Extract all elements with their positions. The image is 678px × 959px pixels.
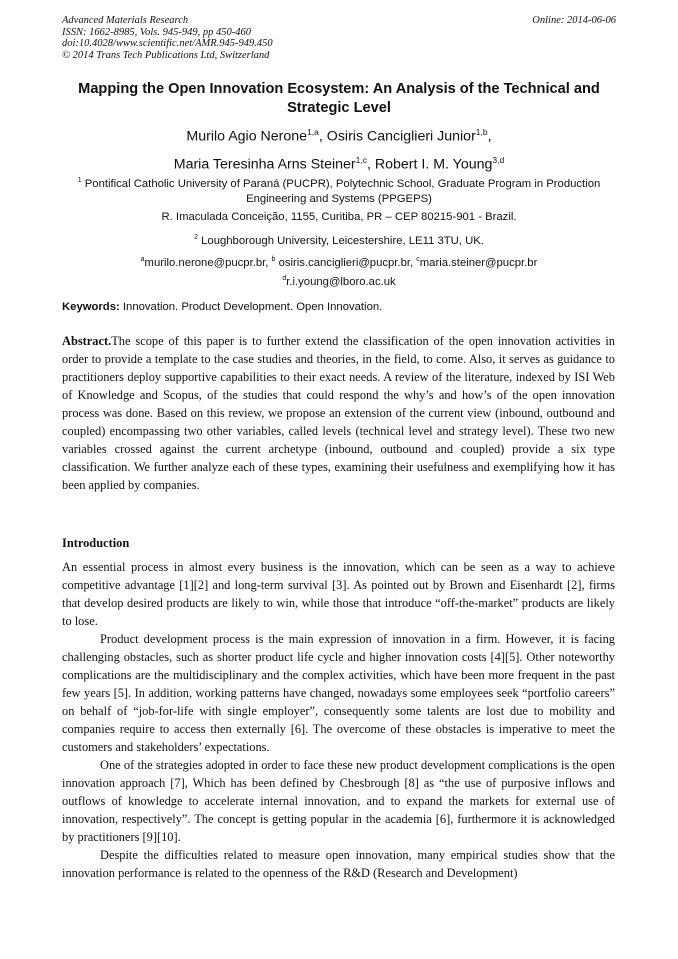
- affiliation-2: [62, 230, 616, 249]
- paragraph: Product development process is the main expression of innovation in a firm. However, it is facing challenging obstacles, such as shorter product life cycle and higher innovation costs [4][5]. Other noteworthy complications are the multidisciplinary and the complex activities, which have been more frequent in the past few years [5]. In addition, working patterns have changed, nowadays some employees seek “portfolio careers” on behalf of “job-for-life with single employer”, consequently some talents are lost due to mobility and companies require to access then externally [6]. The overcome of these obstacles is imperative to meet the customers and stakeholders’ expectations.: [62, 632, 615, 754]
- author-sup: 1,a: [307, 127, 319, 137]
- paragraph: An essential process in almost every business is the innovation, which can be seen as a way to achieve competitive advantage [1][2] and long-term survival [3]. As pointed out by Brown and Eisenhardt [2], firms that develop desired products are likely to win, while those that introduce “off-the-market” products are likely to lose.: [62, 560, 615, 628]
- email-line-1: $^a$murilo.nerone@pucpr.br, $^b$ osiris.canciglieri@pucpr.br, $^c$maria.steiner@pucpr.br: [140, 256, 538, 269]
- issn-line: ISSN: 1662-8985, Vols. 945-949, pp 450-460: [62, 26, 251, 38]
- email-address: osiris.canciglieri@pucpr.br,: [278, 256, 417, 269]
- keywords: [62, 301, 616, 313]
- journal-name: Advanced Materials Research: [62, 15, 189, 26]
- affiliation-text: Loughborough University, Leicestershire, LE11 3TU, UK.: [201, 234, 484, 247]
- abstract-text: The scope of this paper is to further extend the classification of the open innovation activities in order to provide a template to the case studies and theories, in the field, to come. Also, it serves as guidance to practitioners deploy supportive capabilities to their exact needs. A review of the literature, indexed by ISI Web of Knowledge and Scopus, of the studies that could respond the why’s and how’s of the open innovation process was done. Based on this review, we propose an extension of the current view (inbound, outbound and coupled) encompassing two other variables, called levels (technical level and strategy level). These two new variables crossed against the current archetype (inbound, outbound and coupled) provide a six type classification. We further analyze each of these types, examining their usefulness and exemplifying how it has been applied by companies.: [62, 334, 615, 492]
- author-name: Maria Teresinha Arns Steiner: [173, 156, 356, 173]
- doi-line: doi:10.4028/www.scientific.net/AMR.945-949.450: [62, 38, 273, 50]
- author-name: Robert I. M. Young: [374, 156, 493, 173]
- abstract-label: Abstract.: [62, 334, 112, 348]
- copyright-line: © 2014 Trans Tech Publications Ltd, Switzerland: [62, 49, 270, 61]
- affiliation-address: R. Imaculada Conceição, 1155, Curitiba, PR – CEP 80215-901 - Brazil.: [161, 211, 517, 223]
- author-name: Murilo Agio Nerone: [186, 128, 308, 145]
- affiliation-text: Pontifical Catholic University of Paraná (PUCPR), Polytechnic School, Graduate Program in Production Engineering and Systems (PPGEPS): [84, 177, 601, 205]
- email-line-2: $^d$r.i.young@lboro.ac.uk: [282, 274, 396, 288]
- paper-title: Mapping the Open Innovation Ecosystem: An Analysis of the Technical and Strategic Level: [78, 81, 600, 116]
- author-sup: 3,d: [492, 154, 505, 165]
- keywords-label: Keywords:: [62, 301, 120, 313]
- author-list: [62, 121, 616, 176]
- email-list: [62, 252, 616, 290]
- paragraph: Despite the difficulties related to measure open innovation, many empirical studies show that the innovation performance is related to the openness of the R&D (Research and Development): [62, 848, 615, 880]
- affiliation-sup: 2: [194, 234, 198, 241]
- keywords-text: Innovation. Product Development. Open Innovation.: [122, 301, 383, 313]
- introduction-body: [62, 558, 615, 882]
- author-sup: 1,b: [475, 127, 488, 137]
- author-name: Osiris Canciglieri Junior: [326, 128, 476, 145]
- section-heading: Introduction: [62, 536, 130, 550]
- author-line-2: Maria Teresinha Arns Steiner$^{1,c}$, Robert I. M. Young$^{3,d}$: [173, 154, 505, 173]
- paragraph: One of the strategies adopted in order to face these new product development complications is the open innovation approach [7], Which has been defined by Chesbrough [8] as “the use of purposive inflows and outflows of knowledge to accelerate internal innovation, and to expand the markets for external use of innovation, respectively”. The concept is getting popular in the academia [6], furthermore it is acknowledged by practitioners [9][10].: [62, 758, 615, 844]
- author-sup: 1,c: [355, 154, 367, 165]
- author-line-1: Murilo Agio Nerone$^{1,a}$, Osiris Canciglieri Junior$^{1,b}$,: [186, 127, 492, 145]
- abstract: [62, 332, 615, 494]
- affiliation-sup: 1: [77, 177, 82, 184]
- email-address: maria.steiner@pucpr.br: [419, 256, 538, 269]
- running-header: [62, 15, 616, 61]
- email-address: murilo.nerone@pucpr.br,: [144, 256, 272, 269]
- online-date: Online: 2014-06-06: [532, 15, 616, 26]
- email-address: r.i.young@lboro.ac.uk: [286, 275, 396, 288]
- affiliation-1: [62, 173, 616, 207]
